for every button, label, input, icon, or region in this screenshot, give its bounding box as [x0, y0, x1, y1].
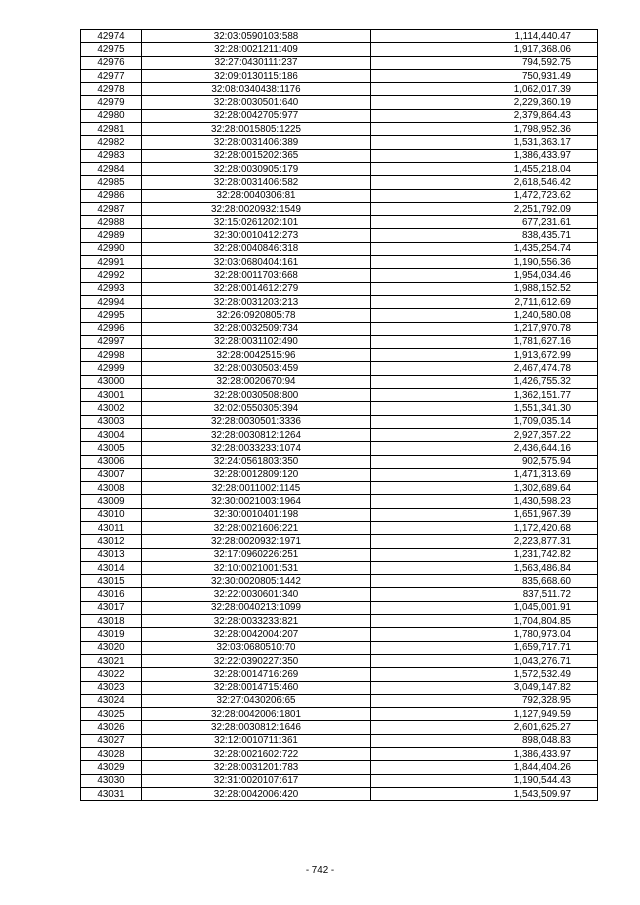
cadastral-number-cell: 32:24:0561803:350 [142, 455, 371, 468]
table-row [81, 202, 598, 215]
cadastral-number-cell: 32:28:0030501:3336 [142, 415, 371, 428]
amount-cell: 1,190,544.43 [371, 774, 598, 787]
cadastral-number-cell: 32:28:0042515:96 [142, 349, 371, 362]
table-row [81, 588, 598, 601]
amount-cell: 1,917,368.06 [371, 43, 598, 56]
amount-cell: 1,043,276.71 [371, 654, 598, 667]
table-row [81, 43, 598, 56]
table-row [81, 176, 598, 189]
cadastral-number-cell: 32:22:0030601:340 [142, 588, 371, 601]
amount-cell: 1,844,404.26 [371, 761, 598, 774]
row-number-cell: 42976 [81, 56, 142, 69]
table-row [81, 721, 598, 734]
row-number-cell: 43017 [81, 601, 142, 614]
table-row [81, 787, 598, 800]
table-row [81, 56, 598, 69]
cadastral-number-cell: 32:28:0042006:1801 [142, 708, 371, 721]
row-number-cell: 42988 [81, 216, 142, 229]
amount-cell: 2,711,612.69 [371, 295, 598, 308]
row-number-cell: 43022 [81, 668, 142, 681]
amount-cell: 2,436,644.16 [371, 442, 598, 455]
table-row [81, 375, 598, 388]
row-number-cell: 42989 [81, 229, 142, 242]
amount-cell: 1,563,486.84 [371, 561, 598, 574]
row-number-cell: 43019 [81, 628, 142, 641]
amount-cell: 1,531,363.17 [371, 136, 598, 149]
table-row [81, 468, 598, 481]
row-number-cell: 42994 [81, 295, 142, 308]
cadastral-number-cell: 32:30:0010412:273 [142, 229, 371, 242]
table-row [81, 535, 598, 548]
table-row [81, 734, 598, 747]
table-row [81, 30, 598, 43]
row-number-cell: 43002 [81, 402, 142, 415]
table-row [81, 508, 598, 521]
amount-cell: 750,931.49 [371, 69, 598, 82]
cadastral-number-cell: 32:28:0020932:1549 [142, 202, 371, 215]
row-number-cell: 43025 [81, 708, 142, 721]
row-number-cell: 43027 [81, 734, 142, 747]
amount-cell: 1,572,532.49 [371, 668, 598, 681]
row-number-cell: 43014 [81, 561, 142, 574]
amount-cell: 1,426,755.32 [371, 375, 598, 388]
amount-cell: 1,062,017.39 [371, 83, 598, 96]
cadastral-number-cell: 32:28:0021211:409 [142, 43, 371, 56]
cadastral-number-cell: 32:28:0015202:365 [142, 149, 371, 162]
table-row [81, 761, 598, 774]
table-row [81, 229, 598, 242]
row-number-cell: 42978 [81, 83, 142, 96]
row-number-cell: 42993 [81, 282, 142, 295]
cadastral-number-cell: 32:30:0020805:1442 [142, 575, 371, 588]
row-number-cell: 42995 [81, 309, 142, 322]
amount-cell: 2,618,546.42 [371, 176, 598, 189]
row-number-cell: 43012 [81, 535, 142, 548]
amount-cell: 1,651,967.39 [371, 508, 598, 521]
row-number-cell: 43029 [81, 761, 142, 774]
amount-cell: 1,114,440.47 [371, 30, 598, 43]
row-number-cell: 43008 [81, 482, 142, 495]
data-table-container [80, 29, 597, 801]
row-number-cell: 43011 [81, 521, 142, 534]
row-number-cell: 43016 [81, 588, 142, 601]
cadastral-number-cell: 32:28:0031203:213 [142, 295, 371, 308]
page-number: - 742 - [305, 865, 335, 876]
cadastral-number-cell: 32:28:0040306:81 [142, 189, 371, 202]
amount-cell: 1,231,742.82 [371, 548, 598, 561]
amount-cell: 1,913,672.99 [371, 349, 598, 362]
row-number-cell: 43009 [81, 495, 142, 508]
cadastral-number-cell: 32:28:0040213:1099 [142, 601, 371, 614]
amount-cell: 1,435,254.74 [371, 242, 598, 255]
table-row [81, 641, 598, 654]
row-number-cell: 42998 [81, 349, 142, 362]
row-number-cell: 42974 [81, 30, 142, 43]
cadastral-number-cell: 32:28:0021606:221 [142, 521, 371, 534]
amount-cell: 1,659,717.71 [371, 641, 598, 654]
cadastral-number-cell: 32:28:0030503:459 [142, 362, 371, 375]
cadastral-number-cell: 32:28:0042705:977 [142, 109, 371, 122]
amount-cell: 1,704,804.85 [371, 615, 598, 628]
row-number-cell: 43023 [81, 681, 142, 694]
amount-cell: 792,328.95 [371, 694, 598, 707]
cadastral-number-cell: 32:02:0550305:394 [142, 402, 371, 415]
amount-cell: 794,592.75 [371, 56, 598, 69]
table-row [81, 256, 598, 269]
cadastral-number-cell: 32:28:0012809:120 [142, 468, 371, 481]
table-row [81, 415, 598, 428]
cadastral-number-cell: 32:28:0014715:460 [142, 681, 371, 694]
cadastral-number-cell: 32:28:0011703:668 [142, 269, 371, 282]
row-number-cell: 42985 [81, 176, 142, 189]
cadastral-number-cell: 32:27:0430111:237 [142, 56, 371, 69]
cadastral-number-cell: 32:28:0042006:420 [142, 787, 371, 800]
table-row [81, 335, 598, 348]
row-number-cell: 42982 [81, 136, 142, 149]
amount-cell: 1,386,433.97 [371, 149, 598, 162]
row-number-cell: 42992 [81, 269, 142, 282]
table-row [81, 628, 598, 641]
row-number-cell: 43004 [81, 428, 142, 441]
cadastral-number-cell: 32:28:0031201:783 [142, 761, 371, 774]
row-number-cell: 43031 [81, 787, 142, 800]
amount-cell: 1,302,689.64 [371, 482, 598, 495]
amount-cell: 1,781,627.16 [371, 335, 598, 348]
cadastral-number-cell: 32:28:0011002:1145 [142, 482, 371, 495]
table-row [81, 654, 598, 667]
amount-cell: 837,511.72 [371, 588, 598, 601]
cadastral-number-cell: 32:28:0020932:1971 [142, 535, 371, 548]
cadastral-number-cell: 32:17:0960226:251 [142, 548, 371, 561]
amount-cell: 898,048.83 [371, 734, 598, 747]
table-row [81, 774, 598, 787]
amount-cell: 1,430,598.23 [371, 495, 598, 508]
amount-cell: 1,472,723.62 [371, 189, 598, 202]
amount-cell: 1,045,001.91 [371, 601, 598, 614]
table-row [81, 309, 598, 322]
amount-cell: 1,471,313.69 [371, 468, 598, 481]
table-row [81, 389, 598, 402]
data-table [80, 29, 598, 801]
cadastral-number-cell: 32:28:0040846:318 [142, 242, 371, 255]
cadastral-number-cell: 32:08:0340438:1176 [142, 83, 371, 96]
amount-cell: 2,251,792.09 [371, 202, 598, 215]
amount-cell: 1,798,952.36 [371, 123, 598, 136]
row-number-cell: 42986 [81, 189, 142, 202]
cadastral-number-cell: 32:28:0015805:1225 [142, 123, 371, 136]
row-number-cell: 42979 [81, 96, 142, 109]
row-number-cell: 42981 [81, 123, 142, 136]
cadastral-number-cell: 32:28:0020670:94 [142, 375, 371, 388]
table-row [81, 69, 598, 82]
table-row [81, 575, 598, 588]
amount-cell: 2,927,357.22 [371, 428, 598, 441]
row-number-cell: 42983 [81, 149, 142, 162]
amount-cell: 838,435.71 [371, 229, 598, 242]
table-row [81, 149, 598, 162]
table-row [81, 668, 598, 681]
amount-cell: 1,709,035.14 [371, 415, 598, 428]
table-row [81, 482, 598, 495]
cadastral-number-cell: 32:15:0261202:101 [142, 216, 371, 229]
cadastral-number-cell: 32:28:0030508:800 [142, 389, 371, 402]
cadastral-number-cell: 32:10:0021001:531 [142, 561, 371, 574]
cadastral-number-cell: 32:28:0030812:1264 [142, 428, 371, 441]
table-row [81, 442, 598, 455]
cadastral-number-cell: 32:28:0030812:1646 [142, 721, 371, 734]
table-row [81, 601, 598, 614]
cadastral-number-cell: 32:03:0680404:161 [142, 256, 371, 269]
amount-cell: 835,668.60 [371, 575, 598, 588]
row-number-cell: 43026 [81, 721, 142, 734]
table-row [81, 681, 598, 694]
cadastral-number-cell: 32:28:0031406:389 [142, 136, 371, 149]
row-number-cell: 43018 [81, 615, 142, 628]
table-row [81, 402, 598, 415]
amount-cell: 677,231.61 [371, 216, 598, 229]
cadastral-number-cell: 32:28:0031406:582 [142, 176, 371, 189]
cadastral-number-cell: 32:28:0033233:821 [142, 615, 371, 628]
amount-cell: 1,362,151.77 [371, 389, 598, 402]
cadastral-number-cell: 32:28:0021602:722 [142, 748, 371, 761]
row-number-cell: 43005 [81, 442, 142, 455]
cadastral-number-cell: 32:28:0014716:269 [142, 668, 371, 681]
table-row [81, 96, 598, 109]
table-row [81, 109, 598, 122]
row-number-cell: 42997 [81, 335, 142, 348]
row-number-cell: 42987 [81, 202, 142, 215]
table-row [81, 189, 598, 202]
cadastral-number-cell: 32:03:0680510:70 [142, 641, 371, 654]
table-row [81, 123, 598, 136]
table-row [81, 521, 598, 534]
table-row [81, 428, 598, 441]
cadastral-number-cell: 32:28:0030501:640 [142, 96, 371, 109]
row-number-cell: 42984 [81, 162, 142, 175]
table-row [81, 455, 598, 468]
table-row [81, 295, 598, 308]
cadastral-number-cell: 32:30:0021003:1964 [142, 495, 371, 508]
cadastral-number-cell: 32:28:0031102:490 [142, 335, 371, 348]
row-number-cell: 43020 [81, 641, 142, 654]
amount-cell: 1,190,556.36 [371, 256, 598, 269]
table-row [81, 362, 598, 375]
table-row [81, 322, 598, 335]
row-number-cell: 43001 [81, 389, 142, 402]
cadastral-number-cell: 32:03:0590103:588 [142, 30, 371, 43]
table-row [81, 83, 598, 96]
table-row [81, 548, 598, 561]
row-number-cell: 42977 [81, 69, 142, 82]
table-row [81, 708, 598, 721]
row-number-cell: 43028 [81, 748, 142, 761]
amount-cell: 1,551,341.30 [371, 402, 598, 415]
table-row [81, 561, 598, 574]
row-number-cell: 43021 [81, 654, 142, 667]
amount-cell: 1,217,970.78 [371, 322, 598, 335]
amount-cell: 1,988,152.52 [371, 282, 598, 295]
cadastral-number-cell: 32:28:0014612:279 [142, 282, 371, 295]
cadastral-number-cell: 32:26:0920805:78 [142, 309, 371, 322]
cadastral-number-cell: 32:28:0042004:207 [142, 628, 371, 641]
row-number-cell: 43003 [81, 415, 142, 428]
amount-cell: 1,543,509.97 [371, 787, 598, 800]
amount-cell: 2,379,864.43 [371, 109, 598, 122]
cadastral-number-cell: 32:27:0430206:65 [142, 694, 371, 707]
amount-cell: 902,575.94 [371, 455, 598, 468]
amount-cell: 1,386,433.97 [371, 748, 598, 761]
table-body [81, 30, 598, 801]
row-number-cell: 43007 [81, 468, 142, 481]
table-row [81, 748, 598, 761]
cadastral-number-cell: 32:28:0030905:179 [142, 162, 371, 175]
table-row [81, 162, 598, 175]
row-number-cell: 43013 [81, 548, 142, 561]
row-number-cell: 43010 [81, 508, 142, 521]
amount-cell: 1,127,949.59 [371, 708, 598, 721]
row-number-cell: 43015 [81, 575, 142, 588]
cadastral-number-cell: 32:28:0033233:1074 [142, 442, 371, 455]
row-number-cell: 42975 [81, 43, 142, 56]
row-number-cell: 42990 [81, 242, 142, 255]
table-row [81, 349, 598, 362]
table-row [81, 136, 598, 149]
amount-cell: 2,467,474.78 [371, 362, 598, 375]
table-row [81, 615, 598, 628]
cadastral-number-cell: 32:22:0390227:350 [142, 654, 371, 667]
row-number-cell: 43000 [81, 375, 142, 388]
row-number-cell: 42991 [81, 256, 142, 269]
table-row [81, 282, 598, 295]
table-row [81, 495, 598, 508]
amount-cell: 3,049,147.82 [371, 681, 598, 694]
row-number-cell: 43006 [81, 455, 142, 468]
amount-cell: 1,455,218.04 [371, 162, 598, 175]
cadastral-number-cell: 32:28:0032509:734 [142, 322, 371, 335]
amount-cell: 1,172,420.68 [371, 521, 598, 534]
row-number-cell: 42999 [81, 362, 142, 375]
table-row [81, 269, 598, 282]
row-number-cell: 43030 [81, 774, 142, 787]
row-number-cell: 43024 [81, 694, 142, 707]
table-row [81, 216, 598, 229]
cadastral-number-cell: 32:31:0020107:617 [142, 774, 371, 787]
cadastral-number-cell: 32:12:0010711:361 [142, 734, 371, 747]
cadastral-number-cell: 32:30:0010401:198 [142, 508, 371, 521]
table-row [81, 242, 598, 255]
row-number-cell: 42980 [81, 109, 142, 122]
cadastral-number-cell: 32:09:0130115:186 [142, 69, 371, 82]
amount-cell: 2,223,877.31 [371, 535, 598, 548]
amount-cell: 1,240,580.08 [371, 309, 598, 322]
amount-cell: 1,954,034.46 [371, 269, 598, 282]
amount-cell: 2,601,625.27 [371, 721, 598, 734]
amount-cell: 1,780,973.04 [371, 628, 598, 641]
amount-cell: 2,229,360.19 [371, 96, 598, 109]
row-number-cell: 42996 [81, 322, 142, 335]
table-row [81, 694, 598, 707]
